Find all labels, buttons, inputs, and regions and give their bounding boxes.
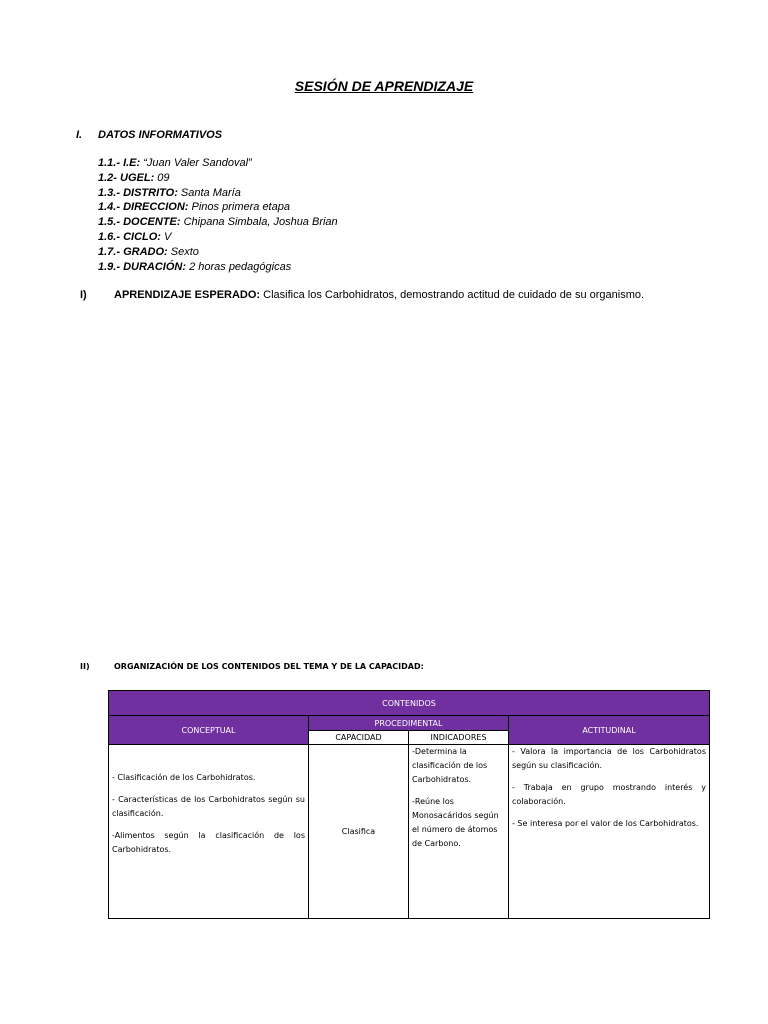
info-key: 1.5.- DOCENTE: xyxy=(98,216,181,229)
section-label: APRENDIZAJE ESPERADO: xyxy=(114,289,261,301)
cell-spacer xyxy=(112,865,305,893)
conceptual-item: - Características de los Carbohidratos según su clasificación. xyxy=(112,794,305,818)
document-title: SESIÓN DE APRENDIZAJE xyxy=(294,78,474,94)
info-item-distrito xyxy=(98,186,338,201)
section-aprendizaje xyxy=(80,289,740,301)
cell-capacidad: Clasifica xyxy=(309,745,409,919)
info-value: “Juan Valer Sandoval” xyxy=(140,157,252,169)
actitudinal-item: - Valora la importancia de los Carbohidratos según su clasificación. xyxy=(512,747,706,770)
conceptual-item: - Clasificación de los Carbohidratos. xyxy=(112,772,256,782)
info-value: Santa María xyxy=(177,186,241,199)
header-conceptual: CONCEPTUAL xyxy=(109,716,309,745)
info-value: 09 xyxy=(154,171,170,184)
section-text: Clasifica los Carbohidratos, demostrando actitud de cuidado de su organismo. xyxy=(260,289,645,301)
header-indicadores: INDICADORES xyxy=(409,731,509,745)
cell-conceptual xyxy=(109,745,309,919)
header-actitudinal: ACTITUDINAL xyxy=(509,716,710,745)
section-label: ORGANIZACIÓN DE LOS CONTENIDOS DEL TEMA Y DE LA CAPACIDAD xyxy=(114,662,421,671)
contents-table xyxy=(108,690,710,919)
info-key: 1.3.- DISTRITO: xyxy=(98,186,178,199)
header-capacidad: CAPACIDAD xyxy=(309,731,409,745)
actitudinal-item: - Se interesa por el valor de los Carbohidratos. xyxy=(512,819,699,828)
cell-actitudinal xyxy=(509,745,710,919)
info-item-grado xyxy=(98,245,338,260)
section-number: I. xyxy=(76,129,83,141)
info-value: V xyxy=(160,230,172,243)
indicador-item: -Determina la clasificación de los Carbohidratos. xyxy=(412,747,488,784)
section-heading: DATOS INFORMATIVOS xyxy=(98,129,223,141)
info-key: 1.9.- DURACIÓN: xyxy=(98,260,187,273)
info-value: Pinos primera etapa xyxy=(188,201,290,214)
info-item-duracion xyxy=(98,260,338,275)
conceptual-item: -Alimentos según la clasificación de los Carbohidratos. xyxy=(112,830,305,854)
info-value: Sexto xyxy=(167,245,199,258)
info-key: 1.2- UGEL: xyxy=(98,171,155,184)
info-item-ciclo xyxy=(98,230,338,245)
section-number: I) xyxy=(80,289,87,301)
actitudinal-item: - Trabaja en grupo mostrando interés y colaboración. xyxy=(512,783,706,806)
info-key: 1.1.- I.E: xyxy=(98,157,141,169)
section-datos-heading xyxy=(76,129,222,141)
header-contenidos: CONTENIDOS xyxy=(109,691,710,716)
info-key: 1.6.- CICLO: xyxy=(98,230,161,243)
info-key: 1.4.- DIRECCION: xyxy=(98,201,189,214)
info-value: 2 horas pedagógicas xyxy=(186,260,292,273)
header-procedimental: PROCEDIMENTAL xyxy=(309,716,509,731)
info-item-ie xyxy=(98,156,338,171)
indicador-item: -Reúne los Monosacáridos según el número de átomos de Carbono. xyxy=(412,797,499,848)
section-suffix: : xyxy=(420,662,424,671)
info-item-ugel xyxy=(98,171,338,186)
section-number: II) xyxy=(80,662,90,671)
info-item-direccion xyxy=(98,200,338,215)
info-list xyxy=(98,156,338,274)
section-organizacion xyxy=(80,662,424,671)
info-item-docente xyxy=(98,215,338,230)
info-value: Chipana Simbala, Joshua Brian xyxy=(180,216,338,229)
cell-indicadores xyxy=(409,745,509,919)
info-key: 1.7.- GRADO: xyxy=(98,245,168,258)
